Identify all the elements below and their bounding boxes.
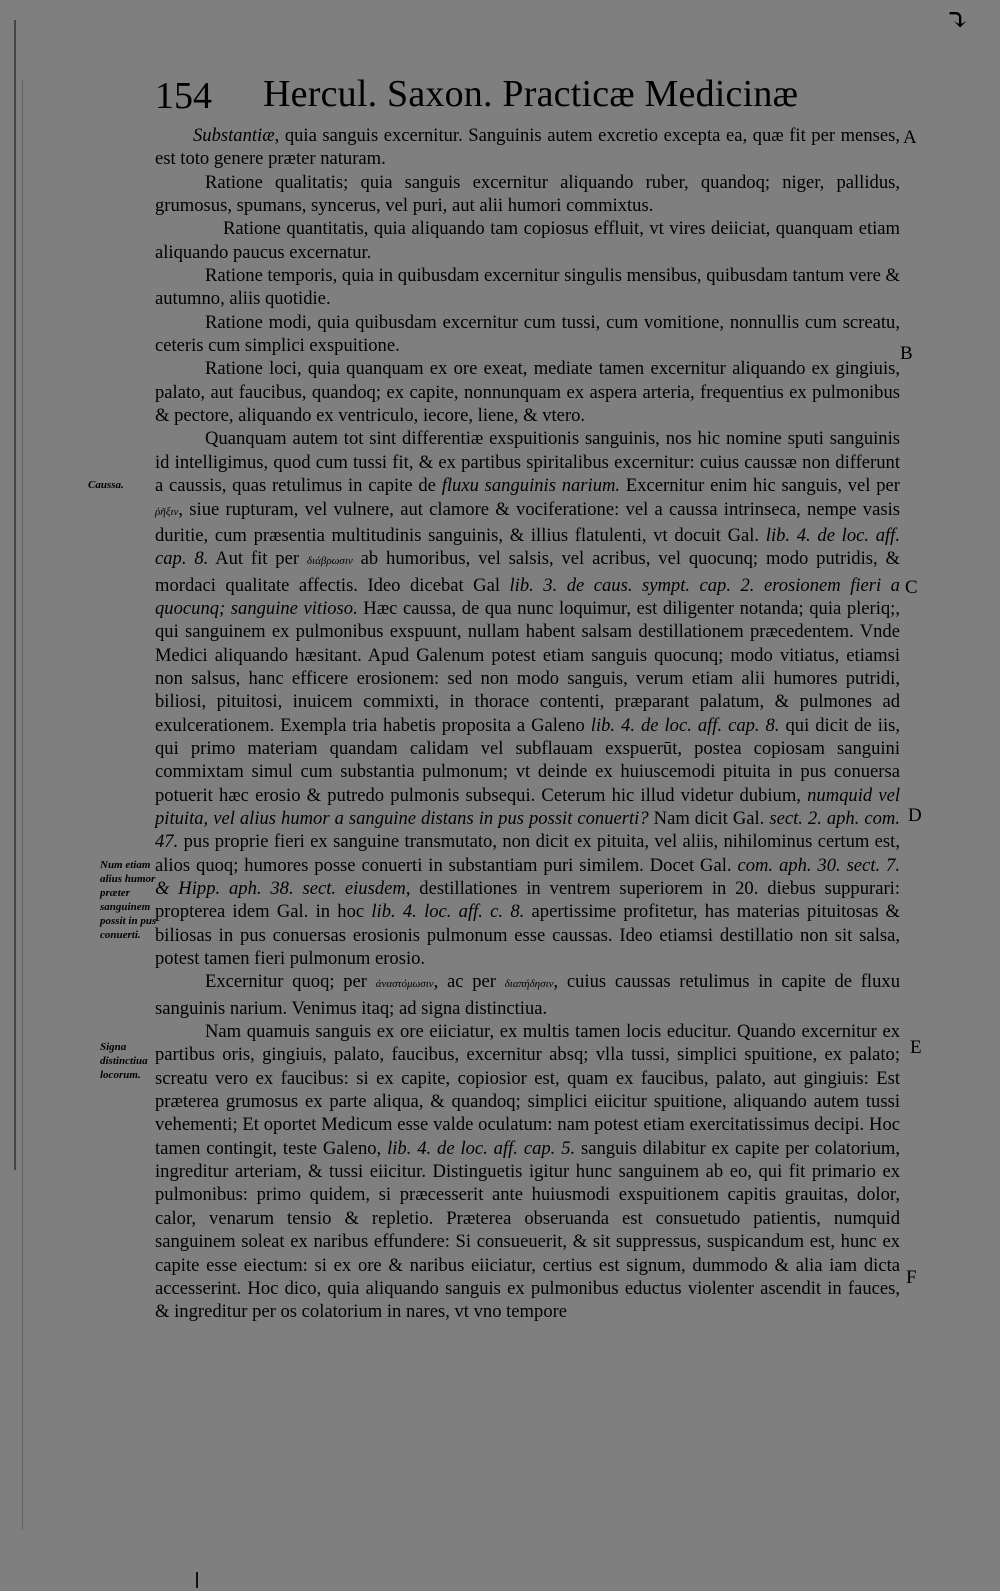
text-run: Excernitur enim hic sanguis, vel per (620, 475, 900, 497)
page-header (155, 72, 945, 120)
paragraph-anastomosis (155, 970, 900, 1020)
margin-note-num-etiam: Num etiam alius humor præter sanguinem possit in pus conuerti. (100, 859, 157, 941)
citation: fluxu sanguinis narium. (441, 475, 621, 497)
gutter-line (22, 80, 23, 1530)
bottom-mark (196, 1572, 198, 1588)
italic-term: Substantiæ (193, 125, 275, 146)
section-letter-b: B (900, 343, 913, 364)
section-letter-a: A (903, 127, 917, 148)
section-letter-d: D (908, 805, 922, 826)
text-run: ab humoribus, vel salsis, vel acribus, vel quocunq; modo putridis, & mordaci qualitate affectis. Ideo dicebat Gal (155, 548, 900, 596)
page-number: 154 (155, 75, 212, 117)
citation: lib. 4. loc. aff. c. 8. (371, 901, 525, 923)
text-run: Nam dicit Gal. (648, 807, 770, 829)
margin-note-caussa: Caussa. (88, 479, 124, 491)
corner-mark-icon: ⤵ (945, 4, 971, 37)
citation: sect. 2. aph. com. 47. (155, 807, 901, 853)
text-run: sanguis dilabitur ex capite per colatorium, ingreditur arteriam, & tussi eiicitur. Distinguetis igitur hunc sanguinem ab eo, qui fit primario ex pulmonibus: primo quidem, si præcesserit ante huiusmodi exspuitionem capitis grauitas, dolor, calor, venarum tensio & repletio. Præterea obseruanda est consuetudo patientis, numquid sanguinem soleat ex naribus effundere: Si consueuerit, & sit suppressus, suspicandum est, hunc ex capite esse eiectum: si ex ore & naribus eiiciatur, certius est signum, dummodo & alia iam dicta accesserint. Hoc dico, quia aliquando sanguis ex pulmonibus eductus violenter ascendit in fauces, & ingreditur per os colatorium in nares, vt vno tempore (155, 1137, 900, 1323)
paragraph-locus: Ratione loci, quia quanquam ex ore exeat, mediate tamen excernitur aliquando ex gingiuis, palato, aut faucibus, quandoq; ex capite, nonnunquam ex aspera arteria, frequentius ex pulmonibus & pectore, aliquando ex ventriculo, iecore, liene, & vtero. (155, 358, 900, 427)
text-run: pus proprie fieri ex sanguine transmutato, non dicit ex pituita, vel aliis, nihilominus certum est, alios quoq; humores posse conuerti in substantiam puri similem. Docet Gal. (155, 831, 900, 876)
text-run: , siue rupturam, vel vulnere, aut clamore & vociferatione: vel a caussa intrinseca, nempe vasis duritie, cum præsentia multitudinis sanguinis, & illius flatulenti, vt docuit Gal. (155, 498, 900, 546)
greek-term: ἀναστόμωσιν (375, 978, 434, 991)
text-run: , cuius caussas retulimus in capite de fluxu sanguinis narium. Venimus itaq; ad signa distinctiua. (155, 971, 900, 1019)
text-run: Excernitur quoq; per (205, 971, 376, 993)
paragraph-modus: Ratione modi, quia quibusdam excernitur cum tussi, cum vomitione, nonnullis cum screatu, ceteris cum simplici exspuitione. (155, 311, 900, 357)
citation: lib. 4. de loc. aff. cap. 8. (590, 714, 780, 736)
citation: lib. 4. de loc. aff. cap. 8. (155, 524, 900, 570)
greek-term: διαπήδησιν (504, 978, 554, 991)
text-run: Aut fit per (208, 548, 307, 570)
paragraph-tempus: Ratione temporis, quia in quibusdam excernitur singulis mensibus, quibusdam tantum vere & autumno, aliis quotidie. (155, 265, 900, 310)
citation: lib. 3. de caus. sympt. cap. 2. erosionem fieri a quocunq; sanguine vitioso. (155, 574, 900, 619)
gutter-shadow (14, 20, 16, 1170)
text-run: apertissime profitetur, has materias pituitosas & biliosas in pus conuersas erosionis pulmonum esse caussas. Ideo etiamsi destillatio non sit salsa, potest tamen fieri pulmonum erosio. (155, 901, 901, 970)
running-title: Hercul. Saxon. Practicæ Medicinæ (263, 73, 799, 115)
citation: lib. 4. de loc. aff. cap. 5. (387, 1137, 576, 1159)
text-run: Nam quamuis sanguis ex ore eiiciatur, ex multis tamen locis educitur. Quando excernitur ex partibus oris, gingiuis, palato, faucibus, excernitur absq; vlla tussi, simplici spuitione, ex palato; screatu vero ex faucibus: si ex capite, copiosior est, quam ex faucibus, palato, aut gingiuis: Est præterea grumosus ex parte aliqua, & quandoq; simplici eiicitur spuitione, aliquando autem tussi vehementi; Et oportet Medicum esse valde oculatum: nam potest etiam exercitatissimus decipi. Hoc tamen contingit, teste Galeno, (155, 1021, 900, 1159)
paragraph-quantitas: Ratione quantitatis, quia aliquando tam copiosus effluit, vt vires deiiciat, quanquam etiam aliquando paucus excernatur. (155, 218, 900, 263)
greek-term: ῥῆξιν (155, 505, 179, 518)
text-run: , destillationes in ventrem superiorem in 20. diebus suppurari: propterea idem Gal. in hoc (155, 878, 900, 923)
section-letter-f: F (906, 1267, 917, 1288)
paragraph-substantia (155, 124, 900, 171)
text-run: , ac per (433, 971, 505, 993)
text-run: , quia sanguis excernitur. Sanguinis autem excretio excepta ea, quæ fit per menses, est toto genere præter naturam. (155, 125, 900, 170)
margin-note-signa: Signa distinctiua locorum. (100, 1041, 148, 1081)
section-letter-c: C (905, 577, 918, 598)
text-run: Quanquam autem tot sint differentiæ exspuitionis sanguinis, nos hic nomine sputi sanguinis id intelligimus, quod cum tussi fit, & ex partibus spiritalibus excernitur: cuius caussæ non differunt a caussis, quas retulimus in capite de (155, 428, 900, 497)
text-run: Hæc caussa, de qua nunc loquimur, est diligenter notanda; quia pleriq;, qui sanguinem ex pulmonibus exspuunt, nullam habent salsam destillationem præcedentem. Vnde Medici aliquando hæsitant. Apud Galenum potest etiam sanguis quocunq; modo vitiatus, etiamsi non salsus, hanc efficere erosionem: sed non modo sanguis, verum etiam alii humores putridi, biliosi, pituitosi, inuicem commixti, in thorace contenti, præparant palatum, & pulmones ad exulcerationem. Exempla tria habetis proposita a Galeno (155, 597, 900, 736)
question-italic: numquid vel pituita, vel alius humor a sanguine distans in pus possit conuerti? (155, 784, 900, 829)
paragraph-qualitas: Ratione qualitatis; quia sanguis excernitur aliquando ruber, quandoq; niger, pallidus, grumosus, spumans, syncerus, vel puri, aut alii humori commixtus. (155, 171, 900, 217)
citation: com. aph. 30. sect. 7. & Hipp. aph. 38. sect. eiusdem (155, 854, 900, 899)
paragraph-signa (155, 1020, 900, 1323)
section-letter-e: E (910, 1037, 922, 1058)
greek-term: διάβρωσιν (306, 555, 353, 568)
paragraph-caussa (155, 427, 900, 970)
body-text (155, 124, 900, 1324)
text-run: qui dicit de iis, qui primo materiam quandam calidam vel subflauam exspuerūt, postea copiosam sanguini commixtam simul cum substantia pulmonum; vt deinde ex huiuscemodi pituita in pus conuersa potuerit hæc erosio & putredo pulmonis subsequi. Ceterum hic illud videtur dubium, (155, 714, 901, 806)
